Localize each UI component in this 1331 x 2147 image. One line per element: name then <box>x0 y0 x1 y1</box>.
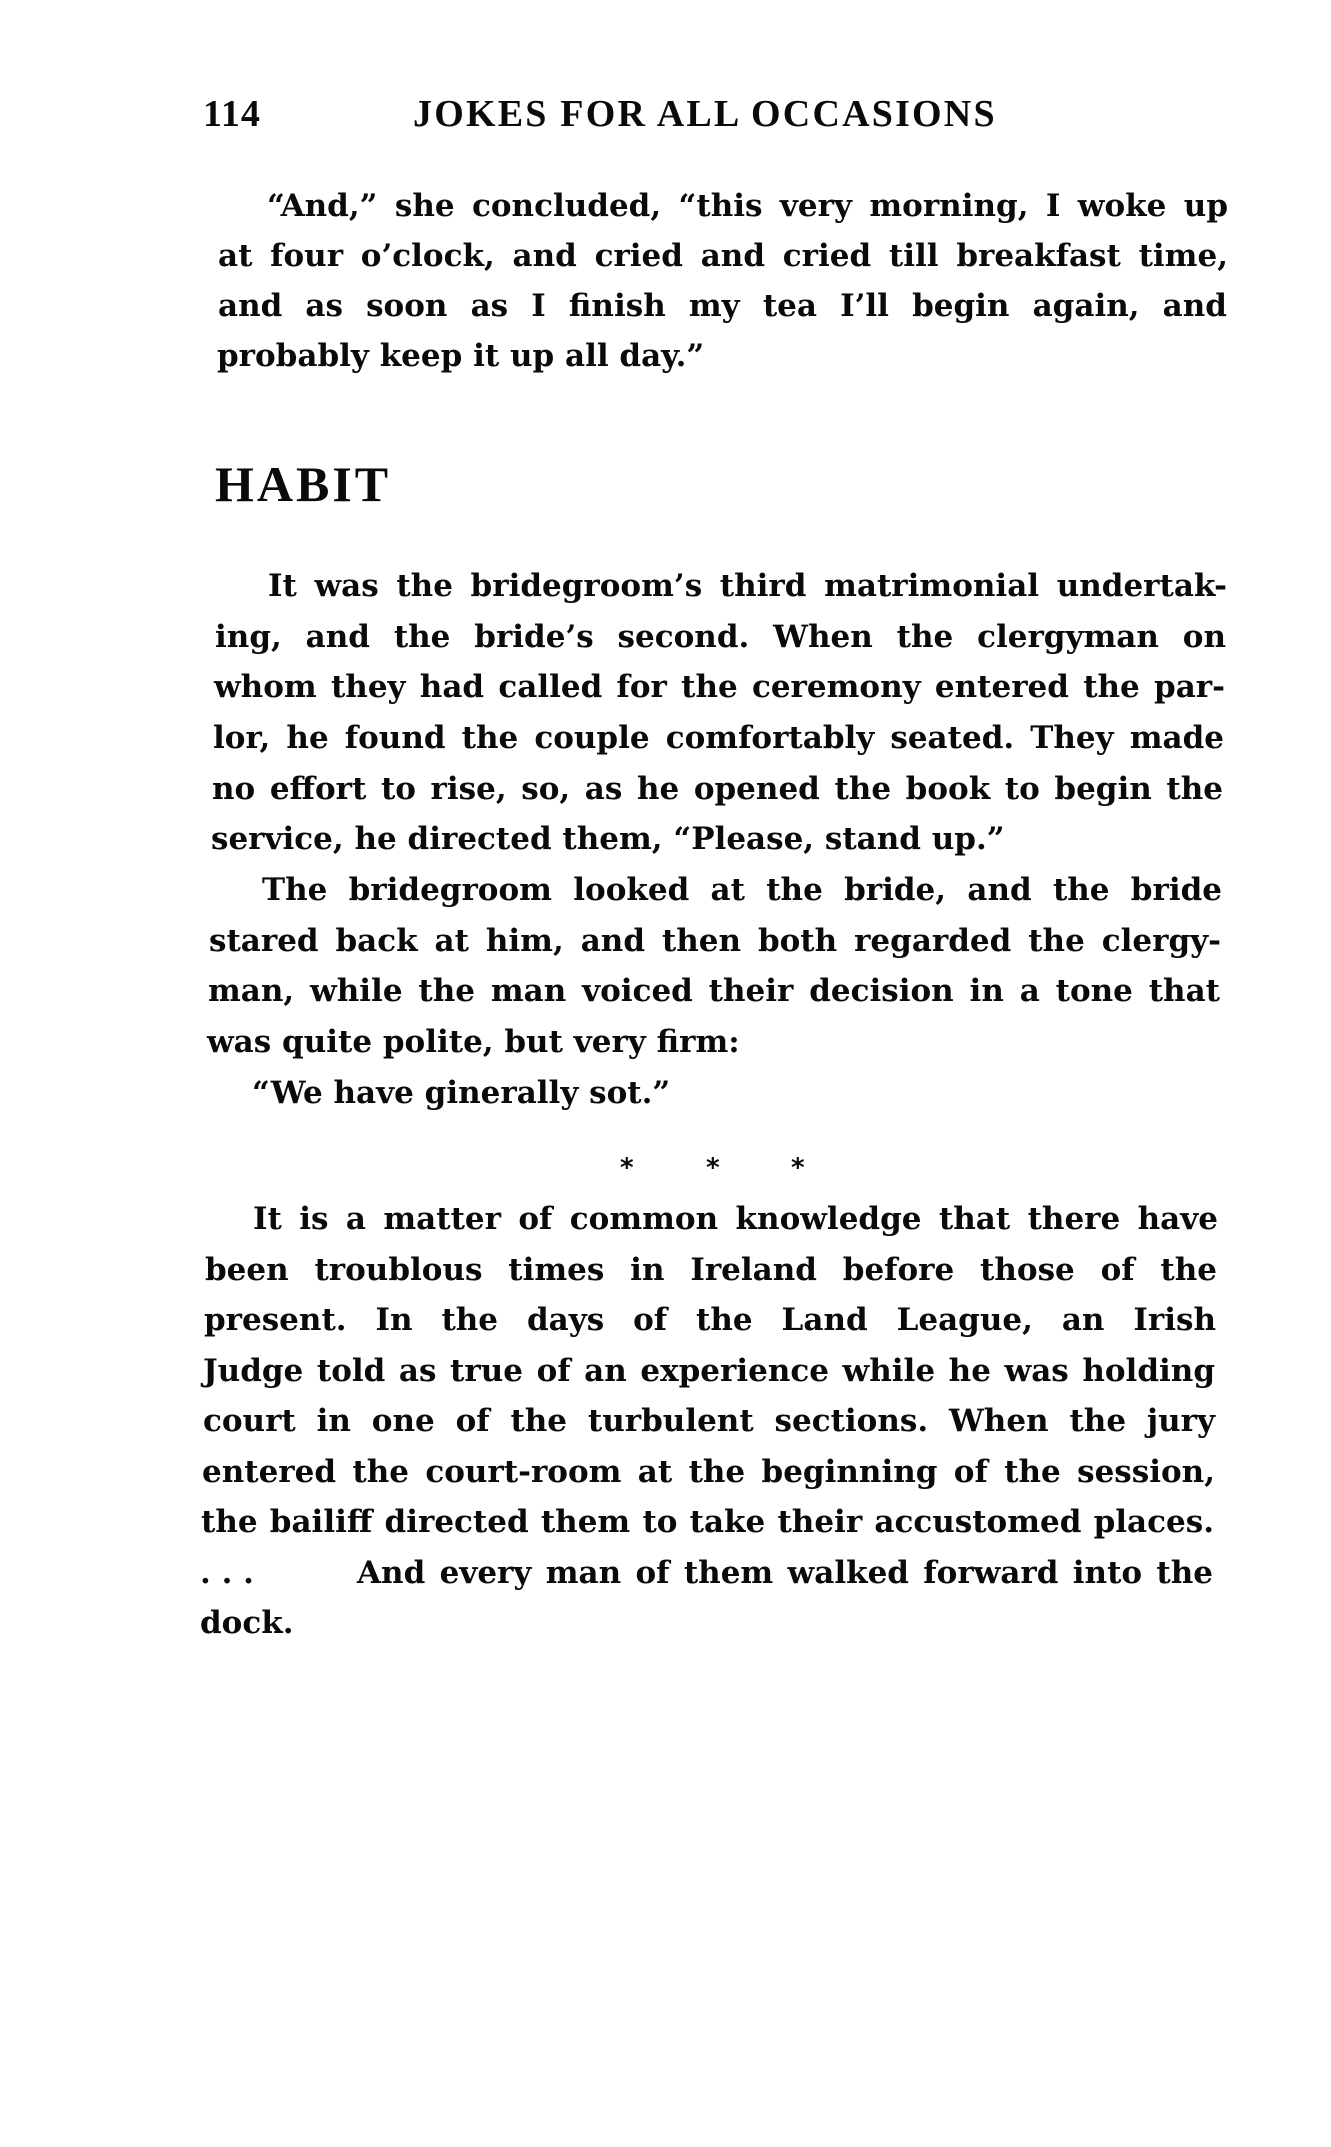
text-line: “And,” she concluded, “this very morning, I woke up <box>267 188 1228 224</box>
text-line: at four o’clock, and cried and cried till breakfast time, <box>218 238 1228 274</box>
text-line: the bailiff directed them to take their accustomed places. <box>201 1504 1214 1540</box>
text-line: was quite polite, but very firm: <box>207 1024 740 1060</box>
running-title: JOKES FOR ALL OCCASIONS <box>413 93 997 135</box>
text-line: ing, and the bride’s second. When the clergyman on <box>215 619 1226 655</box>
text-line: service, he directed them, “Please, stand up.” <box>211 821 1005 857</box>
section-heading: HABIT <box>215 456 392 512</box>
text-line: whom they had called for the ceremony entered the par- <box>214 669 1225 705</box>
page-number: 114 <box>203 93 261 135</box>
text-line: no effort to rise, so, as he opened the book to begin the <box>212 771 1223 807</box>
text-line: Judge told as true of an experience while he was holding <box>203 1353 1215 1389</box>
text-line: been troublous times in Ireland before those of the <box>205 1252 1217 1288</box>
text-line: man, while the man voiced their decision in a tone that <box>208 973 1220 1009</box>
text-line: The bridegroom looked at the bride, and the bride <box>262 872 1222 908</box>
text-line: And every man of them walked forward into the <box>357 1555 1213 1591</box>
text-line: stared back at him, and then both regarded the clergy- <box>209 923 1221 959</box>
text-line: lor, he found the couple comfortably seated. They made <box>213 720 1224 756</box>
asterisk-icon: * <box>620 1153 634 1183</box>
text-line: court in one of the turbulent sections. When the jury <box>203 1403 1215 1439</box>
text-line: It was the bridegroom’s third matrimonial undertak- <box>268 568 1227 604</box>
section-separator <box>610 1150 830 1186</box>
text-line: and as soon as I finish my tea I’ll begin again, and <box>218 288 1227 324</box>
running-head <box>0 92 1331 136</box>
asterisk-icon: * <box>706 1153 720 1183</box>
asterisk-icon: * <box>791 1153 805 1183</box>
text-line: dock. <box>200 1605 294 1641</box>
text-line: entered the court-room at the beginning of the session, <box>202 1454 1215 1490</box>
text-line: present. In the days of the Land League, an Irish <box>204 1302 1216 1338</box>
ellipsis: . . . <box>200 1555 254 1591</box>
text-line: “We have ginerally sot.” <box>252 1075 671 1111</box>
text-line: It is a matter of common knowledge that there have <box>253 1201 1218 1237</box>
text-line: probably keep it up all day.” <box>217 338 705 374</box>
